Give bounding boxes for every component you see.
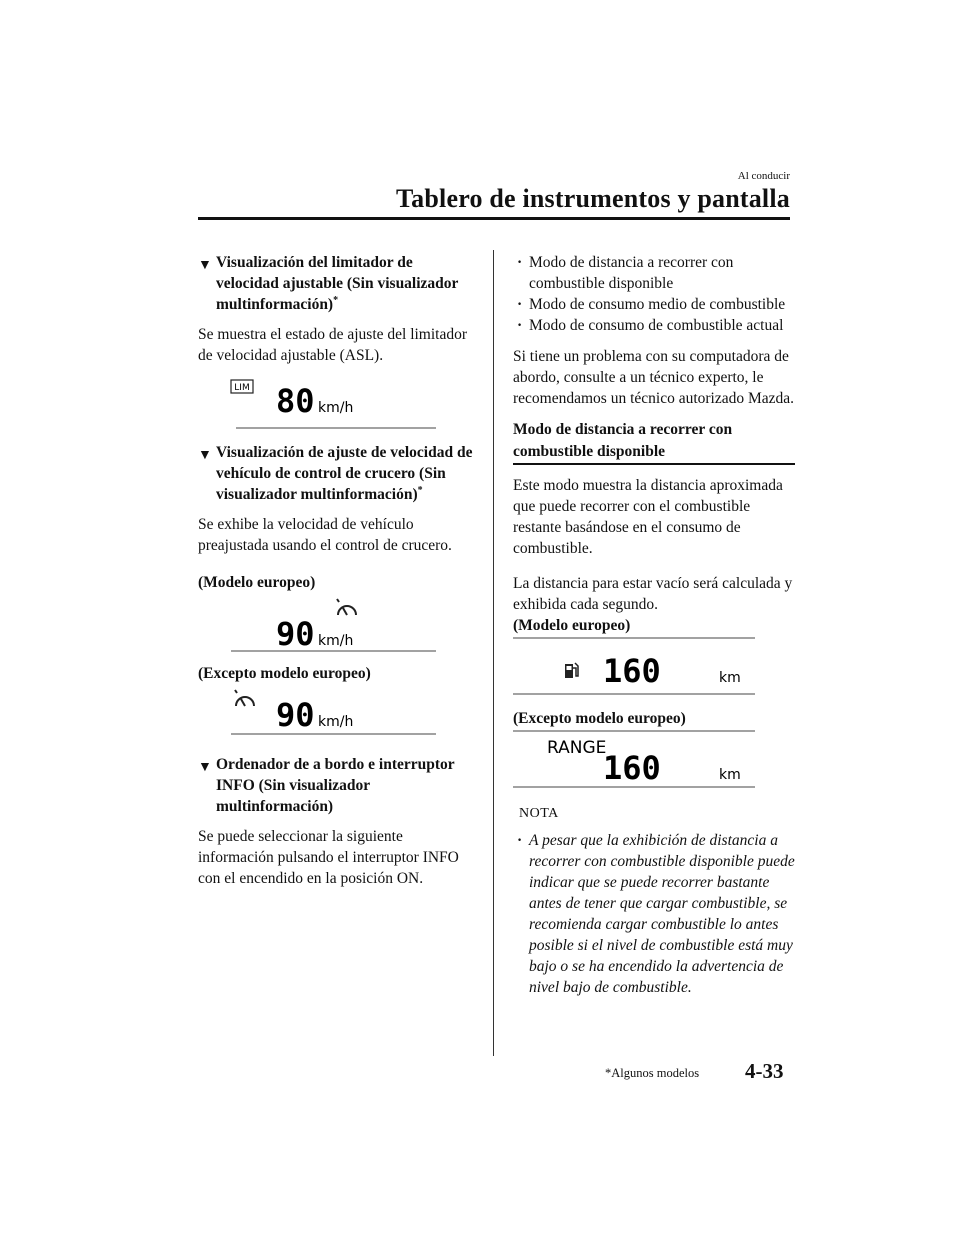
- range-other-unit: km: [719, 767, 741, 783]
- triangle-down-icon: ▼: [198, 258, 212, 273]
- cruise-other-unit: km/h: [318, 714, 354, 730]
- info-description: Se puede seleccionar la siguiente información pulsando el interruptor INFO con el encendido en la posición ON.: [198, 828, 459, 887]
- range-other-value: 160: [603, 749, 661, 787]
- asl-speed-value: 80: [276, 382, 315, 420]
- right-column: [513, 252, 795, 998]
- triangle-down-icon: ▼: [198, 448, 212, 463]
- cruise-other-graphic: [198, 688, 473, 738]
- asl-speed-unit: km/h: [318, 400, 354, 416]
- asl-description: Se muestra el estado de ajuste del limitador de velocidad ajustable (ASL).: [198, 326, 468, 364]
- range-other-graphic: [513, 729, 795, 791]
- label-european-model: (Modelo europeo): [198, 574, 316, 591]
- footer-note: *Algunos modelos: [605, 1066, 700, 1080]
- range-display-other: [513, 729, 795, 791]
- asl-speed-display: [198, 376, 473, 432]
- column-divider: [493, 250, 494, 1056]
- label-european-model: (Modelo europeo): [513, 617, 631, 634]
- cruise-display-other: [198, 688, 473, 738]
- cruise-description: Se exhibe la velocidad de vehículo preajustada usando el control de crucero.: [198, 516, 452, 554]
- nota-text: · A pesar que la exhibición de distancia a recorrer con combustible disponible puede indicar que se puede recorrer bastante antes de tener que cargar combustible, se recomienda cargar combustible lo antes posible si el nivel de combustible está muy bajo o se ha encendido la advertencia de nivel bajo de combustible.: [517, 832, 795, 996]
- support-paragraph: Si tiene un problema con su computadora de abordo, consulte a un técnico experto, le recomendamos un técnico autorizado Mazda.: [513, 348, 795, 407]
- list-item: · Modo de distancia a recorrer con combustible disponible: [517, 254, 734, 292]
- left-column: [198, 252, 473, 899]
- list-item: · Modo de consumo de combustible actual: [517, 317, 784, 334]
- lim-badge: LIM: [234, 383, 250, 393]
- section-heading-asl: ▼ Visualización del limitador de velocidad ajustable (Sin visualizador multinformación)*: [198, 254, 459, 313]
- cruise-other-value: 90: [276, 696, 315, 734]
- range-eu-value: 160: [603, 652, 661, 690]
- range-badge: RANGE: [547, 738, 607, 758]
- list-item: · Modo de consumo medio de combustible: [517, 296, 786, 313]
- cruise-eu-value: 90: [276, 615, 315, 653]
- cruise-eu-graphic: [198, 595, 473, 653]
- subheading-range-mode: Modo de distancia a recorrer con combustible disponible: [513, 419, 795, 465]
- cruise-display-eu: [198, 595, 473, 653]
- section-heading-info: ▼ Ordenador de a bordo e interruptor INFO (Sin visualizador multinformación): [198, 756, 455, 815]
- asl-display-graphic: [198, 376, 473, 432]
- range-display-eu: [513, 636, 795, 698]
- header-divider: [198, 217, 790, 220]
- range-mode-description: Este modo muestra la distancia aproximada que puede recorrer con el combustible restante basándose en el consumo de combustible.: [513, 477, 783, 557]
- cruise-eu-unit: km/h: [318, 633, 354, 649]
- nota-label: NOTA: [519, 806, 559, 821]
- label-non-european-model: (Excepto modelo europeo): [198, 665, 371, 682]
- page-title: Tablero de instrumentos y pantalla: [396, 184, 790, 213]
- header-section: Al conducir: [737, 170, 790, 182]
- range-update-note: La distancia para estar vacío será calculada y exhibida cada segundo.: [513, 575, 793, 613]
- cruise-control-icon: [337, 599, 356, 615]
- range-eu-unit: km: [719, 670, 741, 686]
- section-heading-cruise: ▼ Visualización de ajuste de velocidad de vehículo de control de crucero (Sin visualizador multinformación)*: [198, 444, 473, 503]
- page-number: 4-33: [745, 1059, 784, 1083]
- range-eu-graphic: [513, 636, 795, 698]
- fuel-pump-icon: [565, 663, 578, 678]
- triangle-down-icon: ▼: [198, 760, 212, 775]
- label-non-european-model: (Excepto modelo europeo): [513, 710, 686, 727]
- cruise-control-icon: [235, 690, 254, 706]
